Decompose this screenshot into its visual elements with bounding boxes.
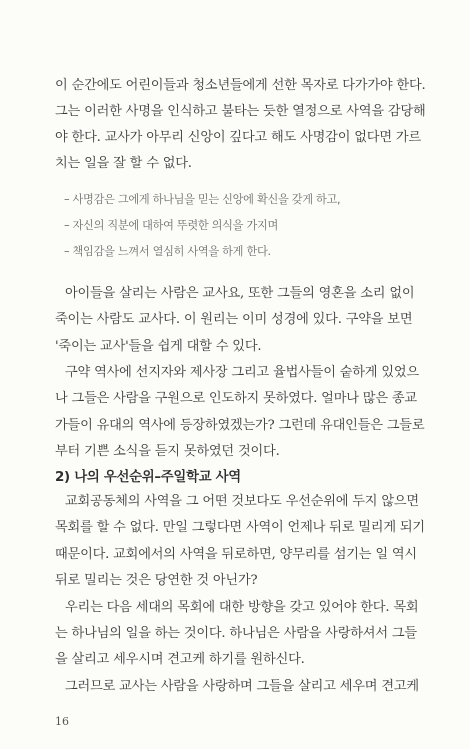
paragraph-line: 을 살리고 세우시며 견고케 하기를 원하신다.	[55, 652, 305, 668]
bullet-list	[64, 187, 436, 265]
paragraph-line: 가들이 유대의 역사에 등장하였겠는가? 그런데 유대인들은 그들로	[55, 417, 425, 433]
paragraph-line: 는 하나님의 일을 하는 것이다. 하나님은 사람을 사랑하셔서 그들	[55, 625, 417, 641]
paragraph-line: 때문이다. 교회에서의 사역을 뒤로하면, 양무리를 섬기는 일 역시	[55, 546, 417, 562]
paragraph-2	[55, 281, 427, 360]
paragraph-line: 그러므로 교사는 사람을 사랑하며 그들을 살리고 세우며 견고케	[65, 678, 419, 694]
paragraph-line: 우리는 다음 세대의 목회에 대한 방향을 갖고 있어야 한다. 목회	[65, 599, 419, 615]
bullet-item: – 책임감을 느껴서 열심히 사역을 하게 한다.	[64, 245, 271, 258]
paragraph-1	[55, 73, 427, 177]
paragraph-line: 부터 기쁜 소식을 듣지 못하였던 것이다.	[55, 444, 280, 460]
paragraph-line: 교회공동체의 사역을 그 어떤 것보다도 우선순위에 두지 않으면	[65, 494, 419, 509]
bullet-item: – 자신의 직분에 대하여 뚜렷한 의식을 가지며	[64, 219, 278, 232]
paragraph-line: 치는 일을 잘 할 수 없다.	[55, 156, 192, 171]
paragraph-line: 그는 이러한 사명을 인식하고 불타는 듯한 열정으로 사역을 감당해	[55, 104, 426, 119]
page-number: 16	[55, 715, 69, 728]
bullet-item: – 사명감은 그에게 하나님을 믿는 신앙에 확신을 갖게 하고,	[64, 193, 341, 206]
paragraph-line: 이 순간에도 어린이들과 청소년들에게 선한 목자로 다가가야 한다.	[55, 78, 426, 93]
paragraph-line: 죽이는 사람도 교사다. 이 원리는 이미 성경에 있다. 구약을 보면	[55, 312, 413, 328]
paragraph-line: 아이들을 살리는 사람은 교사요, 또한 그들의 영혼을 소리 없이	[65, 286, 415, 301]
paragraph-line: 목회를 할 수 없다. 만일 그렇다면 사역이 언제나 뒤로 밀리게 되기	[55, 520, 425, 536]
section-body	[55, 489, 427, 700]
paragraph-3	[55, 360, 427, 466]
paragraph-line: 뒤로 밀리는 것은 당연한 것 아닌가?	[55, 573, 258, 589]
paragraph-line: '죽이는 교사'들을 쉽게 대할 수 있다.	[55, 338, 262, 354]
paragraph-line: 구약 역사에 선지자와 제사장 그리고 율법사들이 숱하게 있었으	[65, 365, 419, 380]
paragraph-line: 야 한다. 교사가 아무리 신앙이 깊다고 해도 사명감이 없다면 가르	[55, 130, 421, 145]
paragraph-line: 나 그들은 사람을 구원으로 인도하지 못하였다. 얼마나 많은 종교	[55, 391, 417, 407]
section-heading: 2) 나의 우선순위–주일학교 사역	[55, 470, 241, 485]
